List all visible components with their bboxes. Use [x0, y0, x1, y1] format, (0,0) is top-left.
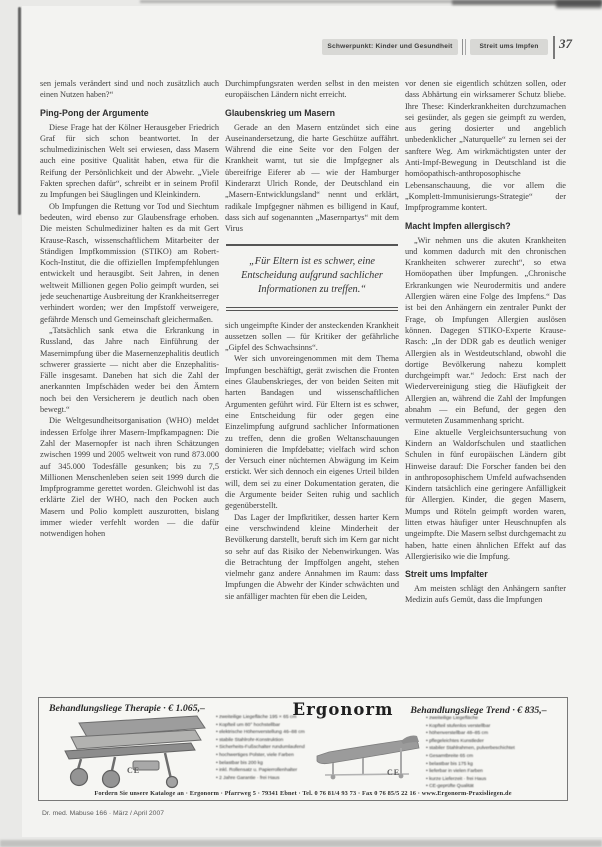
scan-artifact-top-corner — [556, 0, 602, 8]
journal-footer: Dr. med. Mabuse 166 · März / April 2007 — [42, 810, 165, 817]
text-column-left — [40, 78, 219, 540]
scan-artifact-left-edge — [18, 7, 21, 215]
ad-feature-item: • CE-geprüfte Qualität — [426, 783, 558, 791]
ad-feature-item: • stabiler Stahlrahmen, pulverbeschichtet — [426, 745, 558, 753]
section-heading: Macht Impfen allergisch? — [405, 220, 511, 231]
ad-feature-item: • Sicherheits-Fußschalter rundumlaufend — [216, 744, 312, 752]
header-divider — [465, 39, 466, 55]
text-column-right — [405, 78, 566, 606]
ad-contact-line: Fordern Sie unsere Kataloge an · Ergonorm · Pfarrweg 5 · 79341 Ebnet · Tel. 0 76 81/4 93 73 · Fax 0 76 85/5 22 16 · www.Ergonorm-Praxisliegen.de — [94, 790, 512, 797]
body-paragraph: sich ungeimpfte Kinder der ansteckenden Krankheit aussetzen sollen — für Kritiker der gefährliche „Gipfel des Schwachsinns“. — [225, 320, 399, 353]
ad-feature-item: • zweiteilige Liegefläche 195 × 65 cm — [216, 714, 312, 722]
section-tag-primary: Schwerpunkt: Kinder und Gesundheit — [322, 39, 458, 55]
ad-feature-item: • belastbar bis 200 kg — [216, 760, 312, 768]
body-paragraph: Die Weltgesundheitsorganisation (WHO) meldet indessen Erfolge ihrer Masern-Impfkampagnen: Die Zahl der Masernopfer ist nach ihren Schätzungen zwischen 1999 und 2005 weltweit von rund 873.000 auf 345.000 Todesfälle gesunken; bis zu 7,5 Millionen Menschenleben seien seit 1999 durch die Impfprogramme gerettet worden. Gleichwohl ist das erklärte Ziel der WHO, nach den Pocken auch Masern und Polio komplett auszurotten, bislang immer wieder verfehlt worden — die dafür notwendigen hohen — [40, 416, 219, 539]
ad-feature-list-therapie — [216, 714, 312, 782]
scan-artifact-bottom-edge — [0, 840, 602, 847]
page-number-divider — [553, 36, 555, 59]
body-paragraph: Am meisten schlägt den Anhängern sanfter Medizin aufs Gemüt, dass die Impfungen — [405, 584, 566, 605]
section-heading: Glaubenskrieg um Masern — [225, 107, 335, 118]
header-divider — [462, 39, 463, 55]
ad-feature-item: • lieferbar in vielen Farben — [426, 768, 558, 776]
ad-feature-item: • Kopfteil stufenlos verstellbar — [426, 723, 558, 731]
pull-quote: „Für Eltern ist es schwer, eine Entscheidung aufgrund sachlicher Informationen zu treffen.“ — [226, 244, 398, 311]
ad-feature-item: • zweiteilige Liegefläche — [426, 715, 558, 723]
treatment-couch-silhouette-icon — [309, 722, 427, 780]
ad-feature-item: • Gesamtbreite 65 cm — [426, 753, 558, 761]
section-heading: Streit ums Impfalter — [405, 569, 488, 580]
body-paragraph: Ob Impfungen die Rettung vor Tod und Siechtum bedeuten, wird ebenso zur Glaubensfrage erhoben. Die meisten Schulmediziner halten es da mit Gert Krause-Rasch, wissenschaftlichem Mitarbeiter der Ständigen Impfkommission (STIKO) am Robert-Koch-Institut, die die offiziellen Impfempfehlungen entwickelt und herausgibt. Seit Jahren, in denen weltweit Millionen gegen Polio geimpft wurden, sei jede seuchenartige Ausbreitung der Krankheitserreger verhindert worden; wer den Impfstoff verweigere, gefährde Mensch und Gemeinschaft gleichermaßen. — [40, 201, 219, 324]
ad-feature-item: • 2 Jahre Garantie · frei Haus — [216, 775, 312, 783]
body-paragraph: vor denen sie eigentlich schützen sollen, oder dass Abhärtung ein wirksamerer Schutz bliebe. Ihre These: Kinderkrankheiten durchzumachen sei gesünder, als gegen sie geimpft zu werden, aus gering dosierter und angeblich unbedenklicher „Naturquelle“ zu lernen sei der sanftere Weg. Am wirkmächtigsten unter der Anti-Impf-Bewegung in Deutschland ist die homöopathisch-anthroposophische Lebensanschauung, die vor allem die „Komplett-Immunisierungs-Strategie“ der Impfprogramme kontert. — [405, 79, 566, 213]
body-paragraph: Das Lager der Impfkritiker, dessen harter Kern eine verschwindend kleine Minderheit der Bevölkerung darstellt, beruft sich im Kern gar nicht so sehr auf das Risiko der Nebenwirkungen. Was die Betrachtung der Impffolgen angeht, stehen vielmehr ganz andere Annahmen im Raum: dass Impfungen die Abwehr der Kinder schwächten und sie anfälliger machten für eben die Leiden, — [225, 512, 399, 601]
ad-feature-item: • stabile Stahlrohr-Konstruktion — [216, 737, 312, 745]
ad-feature-item: • inkl. Rollensatz u. Papierrollenhalter — [216, 767, 312, 775]
ad-feature-list-trend — [426, 715, 558, 791]
ad-feature-item: • belastbar bis 175 kg — [426, 761, 558, 769]
section-heading: Ping-Pong der Argumente — [40, 107, 149, 118]
ce-mark-icon: CE — [387, 768, 401, 777]
ad-feature-item: • pflegeleichtes Kunstleder — [426, 738, 558, 746]
body-paragraph: Gerade an den Masern entzündet sich eine Auseinandersetzung, die harte Geschütze auffährt. Während die eine Seite vor den Folgen der Krankheit warnt, tut sie die Impfgegner als übereifrige Eiferer ab — wie der Hamburger Kinderarzt Ulrich Ronde, der Deutschland ein „Masern-Entwicklungsland“ nennt und erklärt, radikale Impfgegner nähmen es billigend in Kauf, dass sich auf sogenannten „Masernpartys“ mit dem Virus — [225, 122, 399, 234]
body-paragraph: „Tatsächlich sank etwa die Erkrankung in Russland, das Jahre nach Einführung der Masernimpfung über die Masernenzephalitis deutlich schwerer grassierte — nicht aber die Enzephalitis-Fälle insgesamt. Daneben hat sich die Zahl der anerkannten Impfschäden weder bei den Ämtern noch bei den Versicherern je deutlich nach oben bewegt.“ — [40, 325, 219, 415]
page-number: 37 — [559, 36, 572, 51]
ad-feature-item: • kurze Lieferzeit · frei Haus — [426, 776, 558, 784]
body-paragraph: sen jemals verändert sind und noch zusätzlich auch einen Nutzen haben?“ — [40, 79, 219, 100]
ad-product-title-therapie: Behandlungsliege Therapie · € 1.065,– — [49, 703, 205, 714]
ad-feature-item: • Kopfteil um 80° hochstellbar — [216, 722, 312, 730]
advertisement-ergonorm — [38, 697, 568, 801]
ad-feature-item: • hochwertiges Polster, viele Farben — [216, 752, 312, 760]
section-tag-secondary: Streit ums Impfen — [470, 39, 548, 55]
body-paragraph: Durchimpfungsraten werden selbst in den meisten europäischen Ländern nicht erreicht. — [225, 79, 399, 100]
body-paragraph: Wer sich unvoreingenommen mit dem Thema Impfungen beschäftigt, gerät zwischen die Fronten eines Glaubenskrieges, der von beiden Seiten mit harten Bandagen und wissenschaftlichen Argumenten geführt wird. Für Eltern ist es schwer, eine Entscheidung für oder gegen eine Einzelimpfung aufgrund sachlicher Informationen zu treffen, denn die großen Weltanschauungen dominieren die Impfdebatte; vielfach wird schon der Versuch einer nüchternen Abwägung im Keim erstickt. Wer sich dennoch ein eigenes Urteil bilden will, dem sei zu einer Dokumentation geraten, die die Argumente beider Seiten ruhig und sachlich gegenüberstellt. — [225, 354, 399, 511]
ad-feature-item: • elektrische Höhenverstellung 46–88 cm — [216, 729, 312, 737]
body-paragraph: Diese Frage hat der Kölner Herausgeber Friedrich Graf für sich schon beantwortet. In der schulmedizinischen Welt sei erwiesen, dass Masern auch eine positive Qualität haben, etwa für die Reifung der Persönlichkeit und der Abwehr. „Viele Fakten sprechen dafür“, schreibt er in seinem Profil zu Impfungen bei Säuglingen und Kleinkindern. — [40, 122, 219, 200]
body-paragraph: Eine aktuelle Vergleichsuntersuchung von Kindern an Waldorfschulen und staatlichen Schulen in fünf europäischen Ländern gibt Hinweise darauf: Die Forscher fanden bei den in anthroposophischem Umfeld aufwachsenden Kindern tatsächlich eine geringere Anfälligkeit für Allergien. Kinder, die gegen Masern, Mumps und Röteln geimpft worden waren, litten etwas häufiger unter Heuschnupfen als ungeimpfte. Die Masern selbst durchgemacht zu haben, hatte einen ähnlichen Effekt auf das Allergierisiko wie die Impfung. — [405, 427, 566, 561]
treatment-table-drawing-icon — [45, 713, 213, 793]
text-column-middle — [225, 78, 399, 602]
ad-feature-item: • höhenverstellbar 48–85 cm — [426, 730, 558, 738]
body-paragraph: „Wir nehmen uns die akuten Krankheiten und kommen dadurch mit den chronischen Krankheiten schwerer zurecht“, so etwa Homöopathen über Impfungen. „Chronische Erkrankungen wie Neurodermitis und andere Allergien wären eine Folge des Impfens.“ Das ist bei den Anhängern ein zentraler Punkt der Frage, ob Impfungen Allergien auslösen können. Dagegen STIKO-Experte Krause-Rasch: „In der DDR gab es deutlich weniger Allergien als in Westdeutschland, obwohl die dortige Bevölkerung nahezu komplett durchgeimpft war.“ Jedoch: Erst nach der Wiedervereinigung stieg die Häufigkeit der Allergien an, während die Zahl der Impfungen abnahm — ein Befund, der gegen den vermuteten Zusammenhang spricht. — [405, 235, 566, 426]
ad-product-title-trend: Behandlungsliege Trend · € 835,– — [410, 705, 547, 716]
ad-brand-logo: Ergonorm — [292, 700, 394, 719]
ce-mark-icon: CE — [127, 766, 141, 775]
